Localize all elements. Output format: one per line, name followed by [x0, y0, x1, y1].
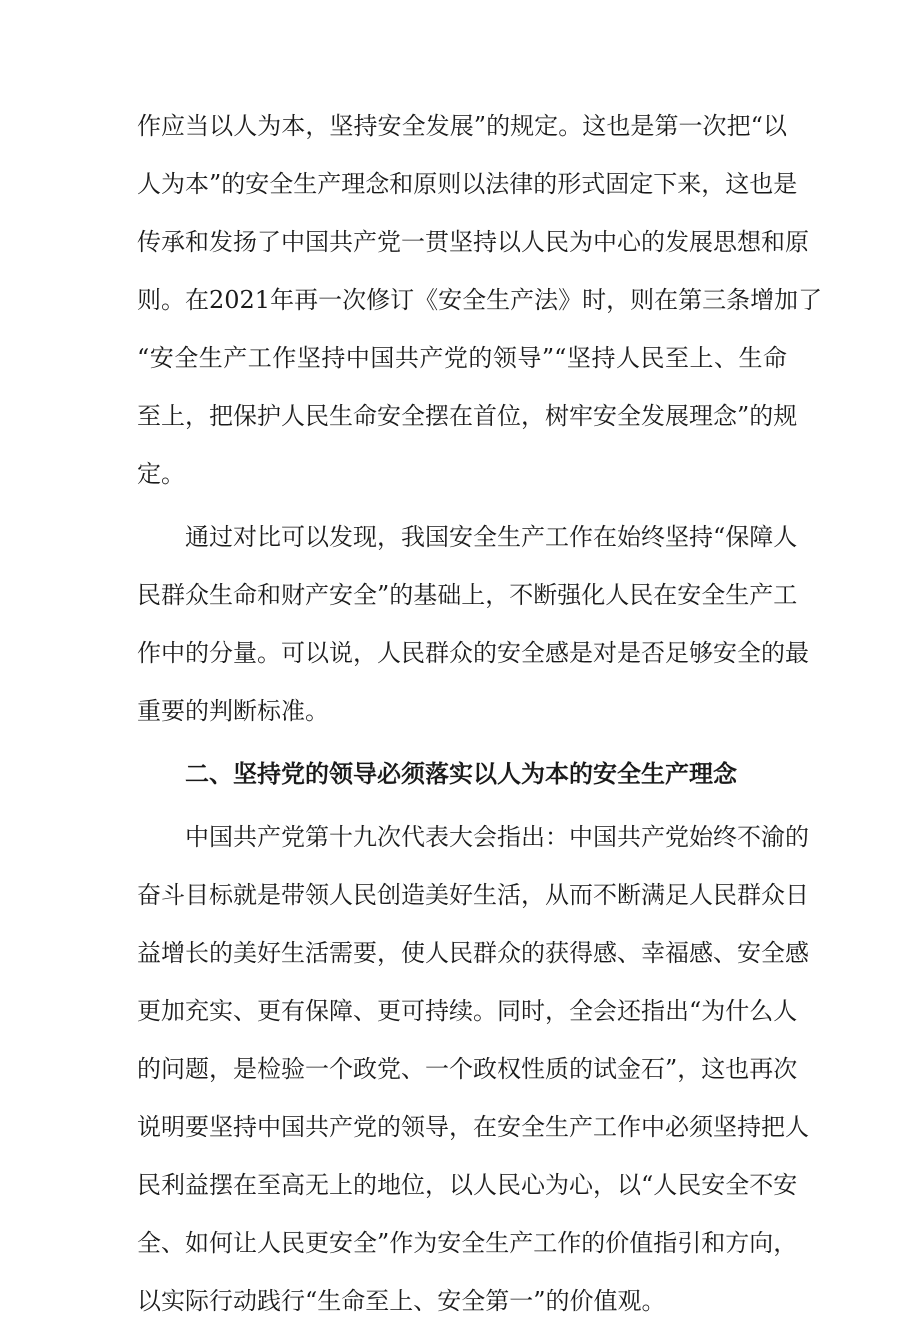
paragraph-line: 作中的分量。可以说，人民群众的安全感是对是否足够安全的最 — [137, 639, 809, 667]
paragraph-line: 中国共产党第十九次代表大会指出：中国共产党始终不渝的 — [185, 823, 809, 851]
paragraph-line: 通过对比可以发现，我国安全生产工作在始终坚持“保障人 — [185, 523, 798, 551]
section-heading: 二、坚持党的领导必须落实以人为本的安全生产理念 — [185, 759, 737, 788]
paragraph-line: 奋斗目标就是带领人民创造美好生活，从而不断满足人民群众日 — [137, 881, 809, 909]
paragraph-line: 全、如何让人民更安全”作为安全生产工作的价值指引和方向， — [137, 1229, 798, 1257]
paragraph-line: 定。 — [137, 460, 185, 488]
paragraph-line: 至上，把保护人民生命安全摆在首位，树牢安全发展理念”的规 — [137, 402, 798, 430]
paragraph-line: 人为本”的安全生产理念和原则以法律的形式固定下来，这也是 — [137, 170, 798, 198]
paragraph-line: 以实际行动践行“生命至上、安全第一”的价值观。 — [137, 1287, 666, 1315]
paragraph-line: “安全生产工作坚持中国共产党的领导”“坚持人民至上、生命 — [137, 344, 787, 372]
paragraph-line: 传承和发扬了中国共产党一贯坚持以人民为中心的发展思想和原 — [137, 228, 809, 256]
paragraph-line: 则。在2021年再一次修订《安全生产法》时，则在第三条增加了 — [137, 286, 823, 314]
paragraph-line: 民利益摆在至高无上的地位，以人民心为心，以“人民安全不安 — [137, 1171, 798, 1199]
paragraph-line: 更加充实、更有保障、更可持续。同时，全会还指出“为什么人 — [137, 997, 798, 1025]
paragraph-line: 的问题，是检验一个政党、一个政权性质的试金石”，这也再次 — [137, 1055, 798, 1083]
paragraph-line: 说明要坚持中国共产党的领导，在安全生产工作中必须坚持把人 — [137, 1113, 809, 1141]
paragraph-line: 重要的判断标准。 — [137, 697, 329, 725]
paragraph-line: 益增长的美好生活需要，使人民群众的获得感、幸福感、安全感 — [137, 939, 809, 967]
paragraph-line: 民群众生命和财产安全”的基础上，不断强化人民在安全生产工 — [137, 581, 798, 609]
paragraph-line: 作应当以人为本，坚持安全发展”的规定。这也是第一次把“以 — [137, 112, 787, 140]
